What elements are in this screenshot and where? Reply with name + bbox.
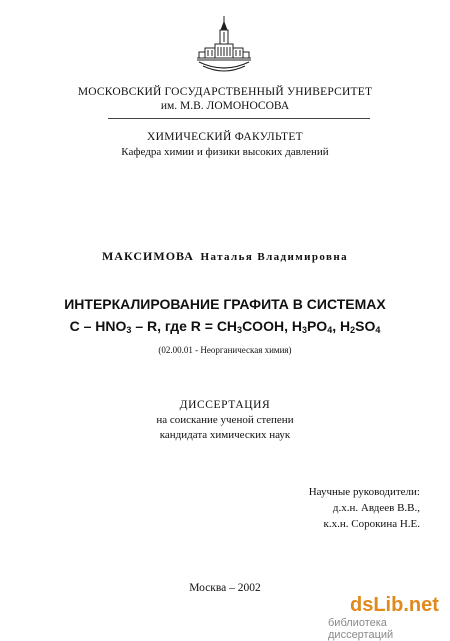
specialty-code: (02.00.01 - Неорганическая химия) (158, 345, 292, 355)
dissertation-label: ДИССЕРТАЦИЯ (179, 399, 271, 411)
title-subscript: 2 (350, 325, 356, 335)
title-subscript: 3 (126, 325, 132, 335)
title-part: PO (306, 318, 328, 334)
city-year: Москва – 2002 (189, 582, 261, 594)
title-subscript: 4 (327, 325, 333, 335)
header-divider (108, 118, 370, 119)
title-subscript: 4 (375, 325, 381, 335)
university-honorific: им. М.В. ЛОМОНОСОВА (160, 100, 290, 112)
watermark-brand: dsLib.net (350, 594, 439, 616)
supervisor-first: д.х.н. Авдеев В.В., (332, 502, 420, 514)
degree-name: кандидата химических наук (159, 429, 291, 441)
title-part: C – HNO (69, 318, 127, 334)
department-name: Кафедра химии и физики высоких давлений (121, 146, 329, 158)
author-given-names: Наталья Владимировна (200, 251, 349, 263)
msu-building-emblem-icon (195, 14, 253, 74)
supervisor-second: к.х.н. Сорокина Н.Е. (323, 518, 420, 530)
title-part: , H (332, 318, 351, 334)
university-name: МОСКОВСКИЙ ГОСУДАРСТВЕННЫЙ УНИВЕРСИТЕТ (77, 86, 373, 98)
title-subscript: 3 (301, 325, 307, 335)
supervisors-label: Научные руководители: (308, 486, 420, 498)
title-part: COOH, H (242, 318, 302, 334)
thesis-title-line2 (0, 318, 450, 334)
watermark-subtitle: библиотека диссертаций (328, 617, 394, 641)
title-subscript: 3 (237, 325, 243, 335)
faculty-name: ХИМИЧЕСКИЙ ФАКУЛЬТЕТ (146, 131, 304, 143)
author-surname: МАКСИМОВА (101, 249, 194, 263)
title-part: – R, где R = CH (131, 318, 238, 334)
degree-line: на соискание ученой степени (156, 414, 294, 426)
title-part: SO (355, 318, 376, 334)
thesis-title-line1: ИНТЕРКАЛИРОВАНИЕ ГРАФИТА В СИСТЕМАХ (64, 296, 386, 312)
author-name (0, 249, 450, 264)
